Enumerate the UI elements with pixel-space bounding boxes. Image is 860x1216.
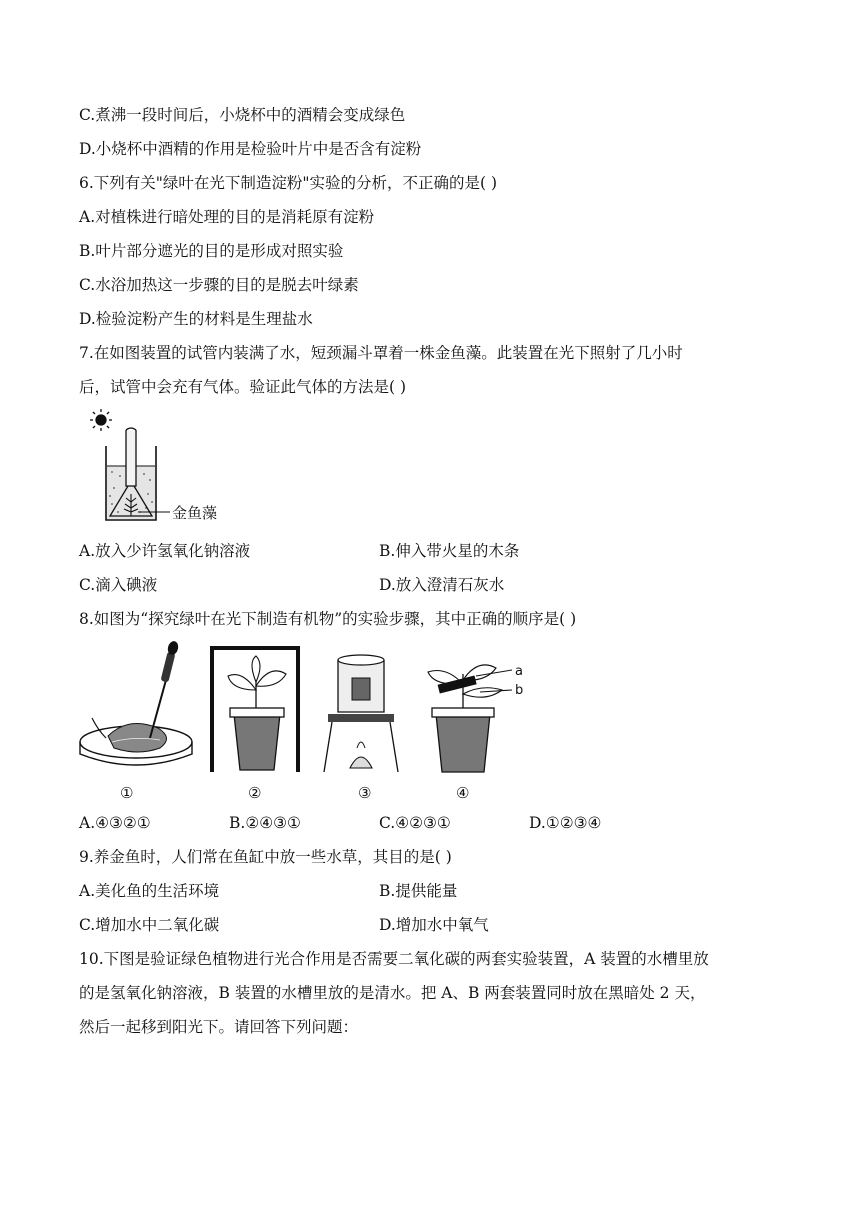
q9-stem: 9.养金鱼时，人们常在鱼缸中放一些水草，其目的是( )	[79, 848, 452, 866]
q7-apparatus-figure	[82, 408, 232, 530]
q7-option-d: D.放入澄清石灰水	[379, 576, 505, 594]
q8-option-a: A.④③②①	[79, 814, 151, 832]
q9-option-d: D.增加水中氧气	[379, 916, 489, 934]
q6-option-b: B.叶片部分遮光的目的是形成对照实验	[79, 242, 344, 260]
label-a: a	[515, 664, 523, 679]
step3-water-bath	[324, 655, 398, 772]
q8-steps-figure	[78, 640, 548, 808]
q6-stem: 6.下列有关"绿叶在光下制造淀粉"实验的分析，不正确的是( )	[79, 174, 498, 192]
caption-step1: ①	[120, 784, 134, 802]
q9-option-a: A.美化鱼的生活环境	[79, 882, 220, 900]
caption-step4: ④	[456, 784, 470, 802]
caption-step3: ③	[358, 784, 372, 802]
q10-stem-line3: 然后一起移到阳光下。请回答下列问题：	[79, 1018, 359, 1036]
q7-stem-line1: 7.在如图装置的试管内装满了水，短颈漏斗罩着一株金鱼藻。此装置在光下照射了几小时	[79, 344, 683, 362]
q6-option-a: A.对植株进行暗处理的目的是消耗原有淀粉	[79, 208, 375, 226]
q5-option-c: C.煮沸一段时间后，小烧杯中的酒精会变成绿色	[79, 106, 406, 124]
q5-option-d: D.小烧杯中酒精的作用是检验叶片中是否含有淀粉	[79, 140, 422, 158]
q9-option-c: C.增加水中二氧化碳	[79, 916, 220, 934]
goldfish-weed-label: 金鱼藻	[172, 504, 218, 522]
q8-option-d: D.①②③④	[529, 814, 602, 832]
q8-option-c: C.④②③①	[379, 814, 451, 832]
q8-option-b: B.②④③①	[229, 814, 301, 832]
step1-petri-dish-dropper	[80, 640, 192, 765]
caption-step2: ②	[248, 784, 262, 802]
q10-stem-line2: 的是氢氧化钠溶液，B 装置的水槽里放的是清水。把 A、B 两套装置同时放在黑暗处 2 天，	[79, 984, 706, 1002]
label-b: b	[515, 683, 524, 698]
q7-option-b: B.伸入带火星的木条	[379, 542, 520, 560]
q9-option-b: B.提供能量	[379, 882, 458, 900]
q6-option-d: D.检验淀粉产生的材料是生理盐水	[79, 310, 313, 328]
q10-stem-line1: 10.下图是验证绿色植物进行光合作用是否需要二氧化碳的两套实验装置，A 装置的水槽里放	[79, 950, 709, 968]
step4-covered-leaf-plant	[428, 664, 523, 772]
q6-option-c: C.水浴加热这一步骤的目的是脱去叶绿素	[79, 276, 359, 294]
q7-option-c: C.滴入碘液	[79, 576, 158, 594]
step2-dark-box-plant	[212, 648, 298, 772]
q7-option-a: A.放入少许氢氧化钠溶液	[79, 542, 251, 560]
q8-stem: 8.如图为“探究绿叶在光下制造有机物”的实验步骤，其中正确的顺序是( )	[79, 610, 577, 628]
q7-stem-line2: 后，试管中会充有气体。验证此气体的方法是( )	[79, 378, 407, 396]
sun-icon	[90, 409, 112, 431]
